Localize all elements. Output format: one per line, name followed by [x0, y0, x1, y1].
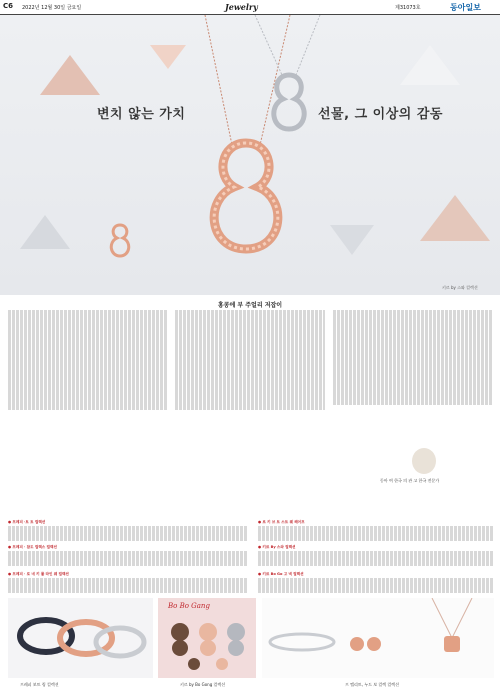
newspaper-logo: 동아일보 — [450, 3, 481, 12]
right-box-2-heading: ● 키르 By 스와 컬렉션 — [258, 545, 296, 549]
page-number: C6 — [3, 2, 14, 10]
left-box-2-heading: ● 프레피 · 참도 컬렉스 컬렉션 — [8, 545, 57, 549]
article-column-1 — [8, 310, 168, 410]
issue-date: 2022년 12월 30일 금요일 — [22, 5, 82, 11]
jewelry-set-photo — [262, 598, 494, 678]
bear-charms-illustration — [158, 598, 256, 678]
hero-photo — [0, 15, 500, 295]
left-box-3 — [8, 572, 248, 593]
right-box-2 — [258, 545, 493, 566]
right-box-3 — [258, 572, 493, 593]
article-title: 홍콩에 부 주얼리 저잡이 — [217, 302, 283, 309]
left-box-1 — [8, 520, 248, 541]
left-box-1-heading: ● 프레피 ·트 트 컬렉션 — [8, 520, 46, 524]
hero-headline-left: 변치 않는 가치 — [97, 107, 186, 122]
author-caption: 동아 여 한국 의 관 고 한국 전문가 — [380, 478, 440, 483]
bracelets-photo — [8, 598, 153, 678]
hero-caption: 키르 by 스와 컬렉션 — [442, 285, 478, 290]
jewelry-set-illustration — [262, 598, 494, 678]
caption-photo-1: 프레피 보트 링 컬렉션 — [20, 682, 59, 687]
left-box-2 — [8, 545, 248, 566]
right-box-1-heading: ● 르 키 브 트 스트 웨 헤어프 — [258, 520, 305, 524]
issue-number: 제31073호 — [395, 5, 421, 11]
section-name: Jewelry — [225, 2, 258, 12]
caption-photo-2: 키르 by Bo Gong 컬렉션 — [180, 682, 226, 687]
caption-photo-3: 프 엘리트, 누드 보 컬렉 컬렉션 — [345, 682, 399, 687]
page-header — [0, 0, 500, 15]
hero-headline-right: 선물, 그 이상의 감동 — [318, 107, 443, 122]
left-box-3-heading: ● 프레피 · 로 네 키 를 라인 웨 컬렉션 — [8, 572, 69, 576]
article-column-2 — [175, 310, 325, 410]
necklace-illustration — [0, 15, 500, 295]
bracelets-illustration — [8, 598, 153, 678]
article-column-3 — [333, 310, 493, 405]
author-photo — [412, 448, 436, 474]
right-box-1 — [258, 520, 493, 541]
bears-photo — [158, 598, 256, 678]
right-box-3-heading: ● 키르 Bo Go 고 넥 컬렉션 — [258, 572, 304, 576]
brand-badge: Bo Bo Gang — [168, 602, 210, 610]
